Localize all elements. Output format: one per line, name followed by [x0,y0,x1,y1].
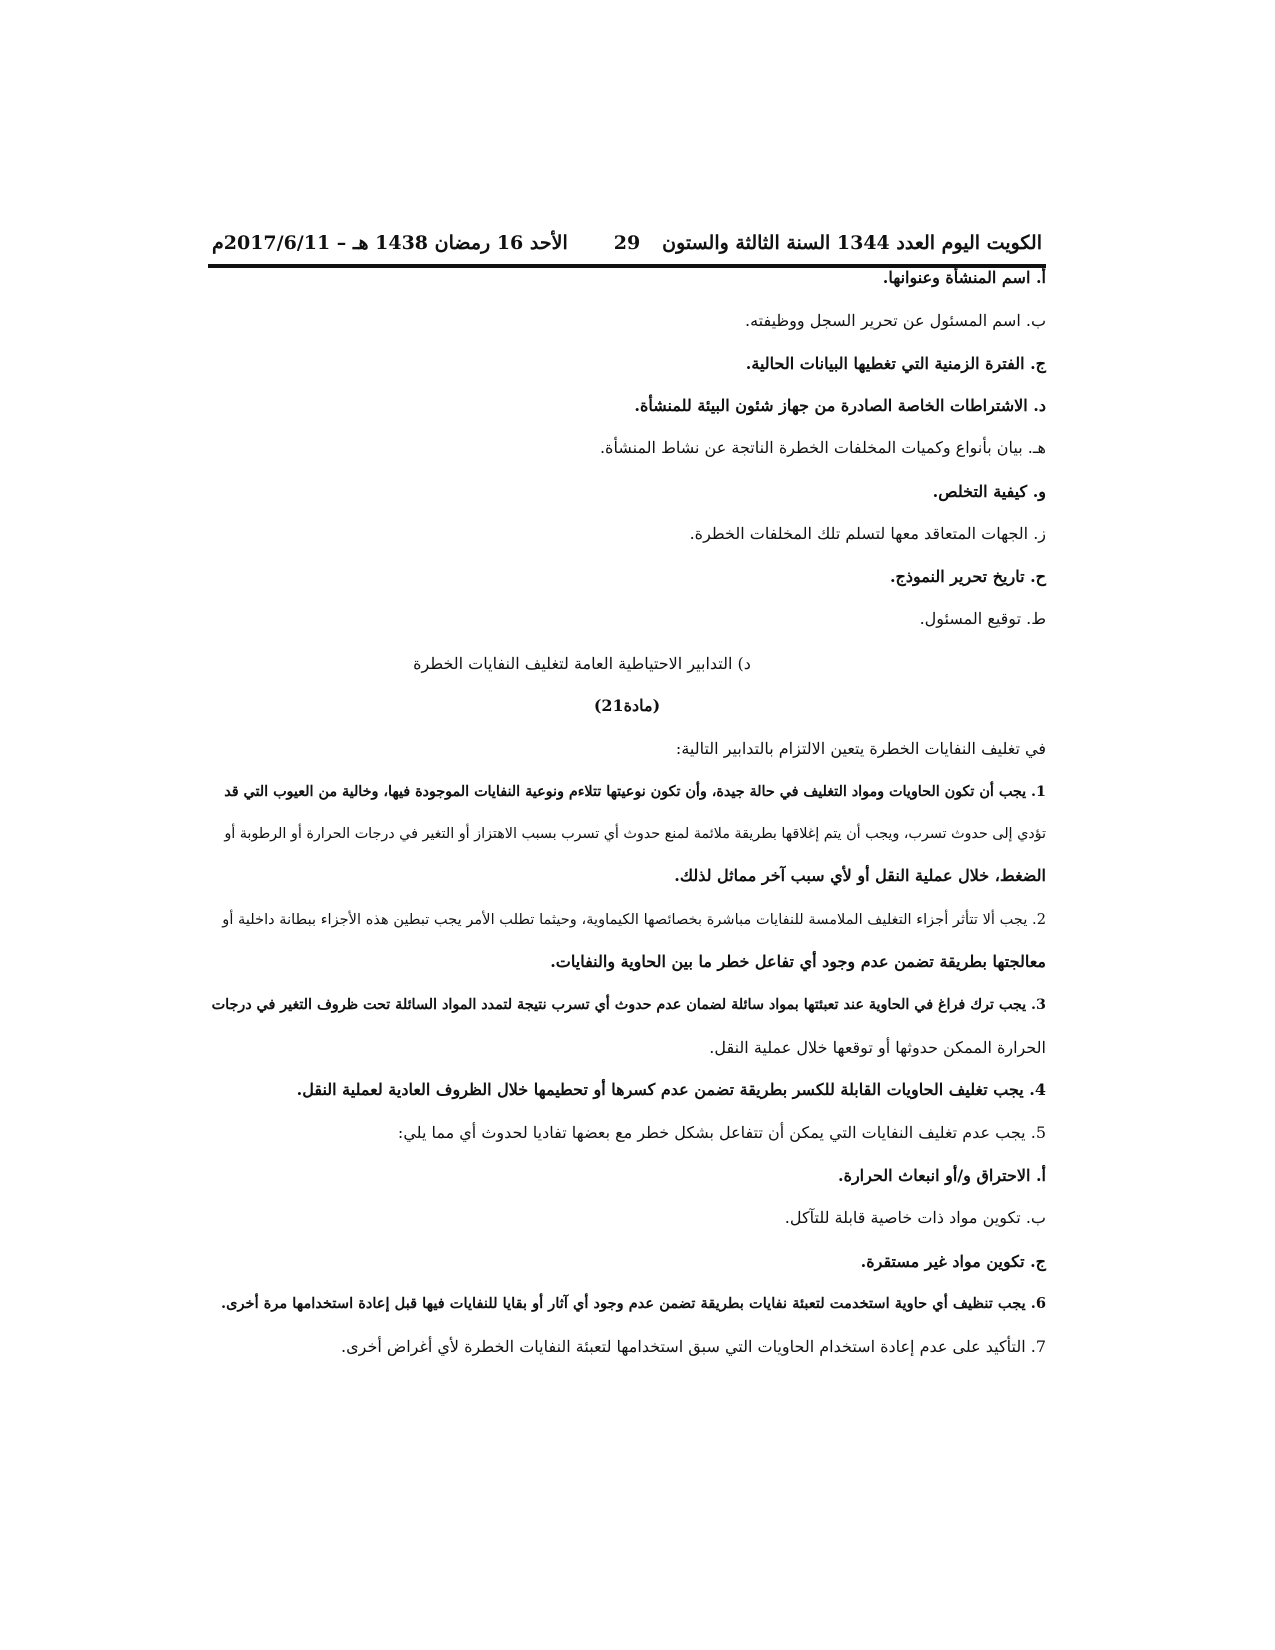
paragraph-line: 4. يجب تغليف الحاويات القابلة للكسر بطريقة تضمن عدم كسرها أو تحطيمها خلال الظروف العادية لعملية النقل. [296,1080,1046,1099]
list-item: د. الاشتراطات الخاصة الصادرة من جهاز شئون البيئة للمنشأة. [634,396,1046,415]
paragraph-line: الضغط، خلال عملية النقل أو لأي سبب آخر مماثل لذلك. [674,866,1046,885]
list-item: ب. اسم المسئول عن تحرير السجل ووظيفته. [745,311,1046,330]
list-item: ج. الفترة الزمنية التي تغطيها البيانات الحالية. [745,354,1046,373]
list-item: ح. تاريخ تحرير النموذج. [889,567,1046,586]
sub-item: أ. الاحتراق و/أو انبعاث الحرارة. [838,1166,1046,1185]
paragraph-line: 3. يجب ترك فراغ في الحاوية عند تعبئتها بمواد سائلة لضمان عدم حدوث أي تسرب نتيجة لتمدد المواد السائلة تحت ظروف التغير في درجات [211,997,1046,1013]
paragraph-line: تؤدي إلى حدوث تسرب، ويجب أن يتم إغلاقها بطريقة ملائمة لمنع حدوث أي تسرب بسبب الاهتزاز أو التغير في درجات الحرارة أو الرطوبة أو [224,826,1046,842]
list-item: و. كيفية التخلص. [932,482,1046,501]
paragraph-line: الحرارة الممكن حدوثها أو توقعها خلال عملية النقل. [709,1038,1046,1057]
article-number: (مادة21) [593,696,661,715]
sub-item: ج. تكوين مواد غير مستقرة. [860,1252,1046,1271]
paragraph-line: 2. يجب ألا تتأثر أجزاء التغليف الملامسة للنفايات مباشرة بخصائصها الكيماوية، وحيثما تطلب الأمر يجب تبطين هذه الأجزاء ببطانة داخلية أو [222,911,1046,928]
section-heading: د) التدابير الاحتياطية العامة لتغليف النفايات الخطرة [413,654,751,673]
list-item: أ. اسم المنشأة وعنوانها. [882,268,1046,287]
list-item: هـ. بيان بأنواع وكميات المخلفات الخطرة الناتجة عن نشاط المنشأة. [599,438,1046,457]
paragraph-line: 6. يجب تنظيف أي حاوية استخدمت لتعبئة نفايات بطريقة تضمن عدم وجود أي آثار أو بقايا للنفايات فيها قبل إعادة استخدامها مرة أخرى. [221,1295,1046,1312]
paragraph-line: 7. التأكيد على عدم إعادة استخدام الحاويات التي سبق استخدامها لتعبئة النفايات الخطرة لأي أغراض أخرى. [341,1337,1046,1356]
paragraph-line: 1. يجب أن تكون الحاويات ومواد التغليف في حالة جيدة، وأن تكون نوعيتها تتلاءم ونوعية النفايات الموجودة فيها، وخالية من العيوب التي قد [224,784,1046,800]
sub-item: ب. تكوين مواد ذات خاصية قابلة للتآكل. [784,1208,1046,1227]
header-issue-info: الكويت اليوم العدد 1344 السنة الثالثة والستون [662,232,1042,254]
page-header [208,226,1046,264]
page-number: 29 [613,232,641,254]
list-item: ز. الجهات المتعاقد معها لتسلم تلك المخلفات الخطرة. [689,524,1046,543]
paragraph-line: معالجتها بطريقة تضمن عدم وجود أي تفاعل خطر ما بين الحاوية والنفايات. [550,952,1046,971]
intro-paragraph: في تغليف النفايات الخطرة يتعين الالتزام بالتدابير التالية: [675,739,1046,758]
header-date: الأحد 16 رمضان 1438 هـ – 2017/6/11م [212,232,568,254]
list-item: ط. توقيع المسئول. [919,609,1046,628]
paragraph-line: 5. يجب عدم تغليف النفايات التي يمكن أن تتفاعل بشكل خطر مع بعضها تفاديا لحدوث أي مما يلي: [397,1123,1046,1142]
